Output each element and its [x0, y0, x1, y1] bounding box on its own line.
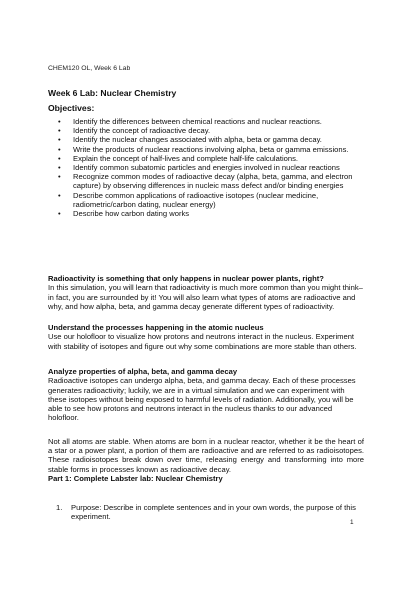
document-header: CHEM120 OL, Week 6 Lab — [48, 65, 131, 72]
objective-item: • Write the products of nuclear reactions involving alpha, beta or gamma emissions. — [48, 145, 363, 154]
objective-item: • Explain the concept of half-lives and complete half-life calculations. — [48, 154, 363, 163]
objective-item: • Describe common applications of radioactive isotopes (nuclear medicine, radiometric/carbon dating, nuclear energy) — [48, 191, 363, 209]
intro-heading: Radioactivity is something that only happens in nuclear power plants, right? — [48, 274, 324, 283]
question-number: 1. — [56, 503, 63, 512]
decay-section — [48, 367, 364, 422]
processes-heading: Understand the processes happening in the atomic nucleus — [48, 323, 264, 332]
intro-body: In this simulation, you will learn that radioactivity is much more common than you might think–in fact, you are surrounded by it! You will also learn what types of atoms are radioactive and why, and how alpha, beta, and gamma decay generate different types of radioactivity. — [48, 283, 363, 311]
stability-body: Not all atoms are stable. When atoms are born in a nuclear reactor, whether it be the heart of a star or a power plant, a portion of them are radioactive and are referred to as radioisotopes. These radioisotopes break down over time, releasing energy and transforming into more stable forms in processes known as radioactive decay. — [48, 437, 364, 474]
objectives-heading: Objectives: — [48, 103, 95, 113]
objective-item: • Identify the concept of radioactive decay. — [48, 126, 363, 135]
objective-item: • Identify common subatomic particles and energies involved in nuclear reactions — [48, 163, 363, 172]
objective-item: • Identify the nuclear changes associated with alpha, beta or gamma decay. — [48, 135, 363, 144]
stability-section — [48, 437, 364, 483]
objective-item: • Describe how carbon dating works — [48, 209, 363, 218]
objective-item: • Identify the differences between chemical reactions and nuclear reactions. — [48, 117, 363, 126]
decay-body: Radioactive isotopes can undergo alpha, beta, and gamma decay. Each of these processes generates radioactivity; luckily, we are in a virtual simulation and we can experiment with these isotopes without being exposed to harmful levels of radiation. Additionally, you will be able to see how protons and neutrons interact in the nucleus thanks to our advanced holofloor. — [48, 376, 356, 423]
processes-section — [48, 323, 364, 351]
intro-section — [48, 274, 364, 311]
question-item — [48, 503, 358, 521]
part-heading: Part 1: Complete Labster lab: Nuclear Chemistry — [48, 473, 223, 483]
objective-item: • Recognize common modes of radioactive decay (alpha, beta, gamma, and electron capture) by observing differences in nucleic mass defect and/or binding energies — [48, 172, 363, 190]
page-number: 1 — [350, 519, 354, 526]
decay-heading: Analyze properties of alpha, beta, and gamma decay — [48, 367, 238, 376]
objectives-list — [48, 117, 363, 218]
question-text: Purpose: Describe in complete sentences and in your own words, the purpose of this experiment. — [71, 503, 356, 522]
lab-title: Week 6 Lab: Nuclear Chemistry — [48, 88, 177, 98]
processes-body: Use our holofloor to visualize how protons and neutrons interact in the nucleus. Experiment with stability of isotopes and figure out why some combinations are more stable than others. — [48, 332, 357, 351]
